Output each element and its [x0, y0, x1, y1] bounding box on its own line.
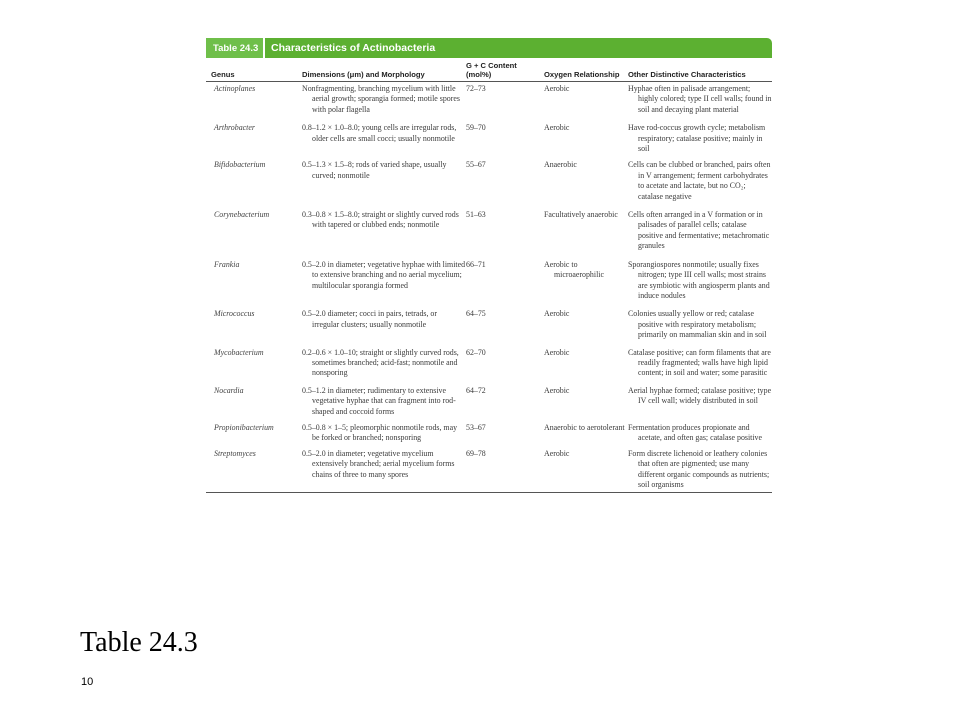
dimensions-cell-text: 0.5–1.2 in diameter; rudimentary to extensive vegetative hyphae that can fragment into rod-shaped and coccoid forms — [302, 385, 456, 416]
dimensions-cell — [302, 156, 466, 204]
dimensions-cell-text: 0.2–0.6 × 1.0–10; straight or slightly curved rods, sometimes branched; acid-fast; nonmotile and nonsporing — [302, 347, 459, 378]
genus-cell-text: Actinoplanes — [214, 84, 256, 93]
other-characteristics-cell — [628, 254, 772, 304]
table-row — [206, 117, 772, 156]
dimensions-cell — [302, 204, 466, 254]
other-characteristics-cell-text: Form discrete lichenoid or leathery colonies that often are pigmented; use many different organic compounds as nutrients; soil organisms — [628, 448, 770, 489]
other-characteristics-cell-text: Cells often arranged in a V formation or in palisades of parallel cells; catalase positive and fermentative; metachromatic granules — [628, 210, 770, 251]
genus-cell — [206, 82, 302, 118]
oxygen-cell-text: Aerobic to microaerophilic — [544, 259, 604, 280]
other-characteristics-cell — [628, 381, 772, 419]
genus-cell — [206, 117, 302, 156]
oxygen-cell-text: Aerobic — [544, 123, 570, 133]
dimensions-cell-text: 0.5–2.0 in diameter; vegetative hyphae with limited to extensive branching and no aerial mycelium; multilocular sporangia formed — [302, 259, 466, 290]
oxygen-cell — [544, 254, 628, 304]
genus-cell — [206, 156, 302, 204]
gc-content-cell — [466, 446, 544, 493]
genus-cell-text: Bifidobacterium — [214, 160, 266, 170]
dimensions-cell-text: 0.5–2.0 in diameter; vegetative mycelium extensively branched; aerial mycelium forms chains of three to many spores — [302, 448, 455, 479]
dimensions-cell — [302, 343, 466, 381]
other-characteristics-cell — [628, 303, 772, 342]
header-other: Other Distinctive Characteristics — [628, 58, 772, 82]
oxygen-cell-text: Facultatively anaerobic — [544, 210, 618, 220]
gc-content-cell — [466, 381, 544, 419]
gc-content-cell — [466, 204, 544, 254]
oxygen-cell — [544, 381, 628, 419]
dimensions-cell-text: 0.5–0.8 × 1–5; pleomorphic nonmotile rods, may be forked or branched; nonsporing — [302, 422, 458, 443]
genus-cell — [206, 446, 302, 493]
dimensions-cell-text: 0.5–2.0 diameter; cocci in pairs, tetrads, or irregular clusters; usually nonmotile — [302, 309, 437, 329]
oxygen-cell-text: Aerobic — [544, 309, 570, 319]
oxygen-cell — [544, 446, 628, 493]
table-row — [206, 303, 772, 342]
gc-content-cell-text: 59–70 — [466, 123, 486, 133]
genus-cell-text: Streptomyces — [214, 448, 256, 458]
oxygen-cell-text: Aerobic — [544, 385, 570, 395]
table-body — [206, 82, 772, 493]
dimensions-cell — [302, 303, 466, 342]
gc-content-cell — [466, 343, 544, 381]
header-genus: Genus — [206, 58, 302, 82]
genus-cell-text: Mycobacterium — [214, 347, 264, 357]
oxygen-cell — [544, 303, 628, 342]
gc-content-cell-text: 51–63 — [466, 210, 486, 220]
gc-content-cell — [466, 117, 544, 156]
genus-cell-text: Frankia — [214, 259, 240, 269]
dimensions-cell — [302, 419, 466, 446]
gc-content-cell-text: 53–67 — [466, 422, 486, 432]
genus-cell-text: Arthrobacter — [214, 123, 255, 133]
table-row — [206, 419, 772, 446]
gc-content-cell — [466, 156, 544, 204]
genus-cell-text: Propionibacterium — [214, 422, 274, 432]
oxygen-cell — [544, 117, 628, 156]
other-characteristics-cell-text: Colonies usually yellow or red; catalase positive with respiratory metabolism; primarily on mammalian skin and in soil — [628, 309, 767, 340]
header-row — [206, 58, 772, 82]
dimensions-cell — [302, 381, 466, 419]
table-row — [206, 82, 772, 118]
actinobacteria-table — [206, 38, 772, 493]
genus-cell — [206, 254, 302, 304]
dimensions-cell — [302, 117, 466, 156]
genus-cell — [206, 381, 302, 419]
header-dimensions: Dimensions (μm) and Morphology — [302, 58, 466, 82]
table-number-badge: Table 24.3 — [206, 38, 263, 58]
other-characteristics-cell-text: Aerial hyphae formed; catalase positive; type IV cell wall; widely distributed in soil — [628, 385, 772, 406]
dimensions-cell-text: 0.3–0.8 × 1.5–8.0; straight or slightly curved rods with tapered or clubbed ends; nonmotile — [302, 210, 459, 230]
table-row — [206, 381, 772, 419]
gc-content-cell-text: 72–73 — [466, 84, 486, 93]
gc-content-cell-text: 66–71 — [466, 259, 486, 269]
dimensions-cell-text: 0.8–1.2 × 1.0–8.0; young cells are irregular rods, older cells are small cocci; usually nonmotile — [302, 123, 457, 143]
gc-content-cell — [466, 254, 544, 304]
genus-cell-text: Nocardia — [214, 385, 244, 395]
page-number: 10 — [81, 676, 94, 688]
oxygen-cell — [544, 156, 628, 204]
table-row — [206, 156, 772, 204]
gc-content-cell-text: 62–70 — [466, 347, 486, 357]
oxygen-cell-text: Anaerobic to aerotolerant — [544, 422, 625, 432]
other-characteristics-cell-text: Sporangiospores nonmotile; usually fixes nitrogen; type III cell walls; most strains are symbiotic with angiosperm plants and induce nodules — [628, 259, 770, 300]
genus-cell — [206, 303, 302, 342]
other-characteristics-cell-text: Hyphae often in palisade arrangement; highly colored; type II cell walls; found in soil and decaying plant material — [628, 84, 772, 114]
oxygen-cell-text: Aerobic — [544, 347, 570, 357]
oxygen-cell-text: Aerobic — [544, 448, 570, 458]
genus-cell-text: Micrococcus — [214, 309, 255, 319]
dimensions-cell-text: Nonfragmenting, branching mycelium with little aerial growth; sporangia formed; motile spores with polar flagella — [302, 84, 460, 114]
header-gc-content: G + C Content (mol%) — [466, 58, 544, 82]
table-bottom-rule — [206, 492, 772, 493]
genus-cell — [206, 419, 302, 446]
gc-content-cell — [466, 82, 544, 118]
other-characteristics-cell-text: Cells can be clubbed or branched, pairs often in V arrangement; ferment carbohydrates to acetate and lactate, but no CO₂; catalase negative — [628, 160, 771, 201]
other-characteristics-cell — [628, 117, 772, 156]
oxygen-cell — [544, 204, 628, 254]
other-characteristics-cell — [628, 419, 772, 446]
gc-content-cell — [466, 419, 544, 446]
genus-cell-text: Corynebacterium — [214, 210, 270, 220]
genus-cell — [206, 204, 302, 254]
gc-content-cell-text: 64–72 — [466, 385, 486, 395]
table-row — [206, 343, 772, 381]
other-characteristics-cell — [628, 343, 772, 381]
oxygen-cell — [544, 343, 628, 381]
genus-cell — [206, 343, 302, 381]
dimensions-cell — [302, 82, 466, 118]
table-title: Characteristics of Actinobacteria — [265, 38, 772, 58]
oxygen-cell-text: Aerobic — [544, 84, 570, 93]
other-characteristics-cell — [628, 204, 772, 254]
oxygen-cell-text: Anaerobic — [544, 160, 577, 170]
oxygen-cell — [544, 419, 628, 446]
slide-caption: Table 24.3 — [80, 627, 198, 658]
dimensions-cell — [302, 446, 466, 493]
other-characteristics-cell — [628, 446, 772, 493]
table-row — [206, 254, 772, 304]
dimensions-cell — [302, 254, 466, 304]
header-oxygen: Oxygen Relationship — [544, 58, 628, 82]
other-characteristics-cell-text: Fermentation produces propionate and acetate, and often gas; catalase positive — [628, 422, 763, 443]
gc-content-cell — [466, 303, 544, 342]
other-characteristics-cell — [628, 156, 772, 204]
oxygen-cell — [544, 82, 628, 118]
other-characteristics-cell-text: Catalase positive; can form filaments that are readily fragmented; walls have high lipid content; in soil and water; some parasitic — [628, 347, 771, 378]
table-banner — [206, 38, 772, 58]
gc-content-cell-text: 64–75 — [466, 309, 486, 319]
table-row — [206, 446, 772, 493]
gc-content-cell-text: 69–78 — [466, 448, 486, 458]
other-characteristics-cell — [628, 82, 772, 118]
table-row — [206, 204, 772, 254]
dimensions-cell-text: 0.5–1.3 × 1.5–8; rods of varied shape, usually curved; nonmotile — [302, 160, 447, 180]
other-characteristics-cell-text: Have rod-coccus growth cycle; metabolism respiratory; catalase positive; mainly in soil — [628, 123, 766, 154]
gc-content-cell-text: 55–67 — [466, 160, 486, 170]
data-table — [206, 58, 772, 492]
